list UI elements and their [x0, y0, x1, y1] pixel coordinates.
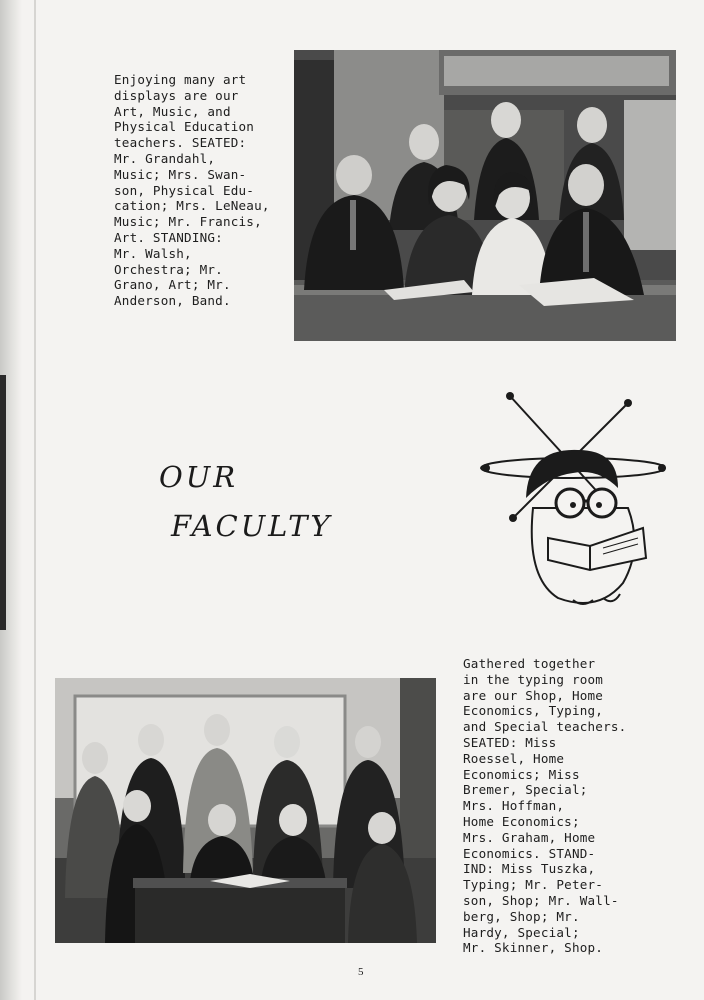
- page-number: 5: [358, 966, 364, 978]
- bottom-photo-caption: Gathered together in the typing room are our Shop, Home Economics, Typing, and Special teachers. SEATED: Miss Roessel, Home Economics; Miss Bremer, Special; Mrs. Hoffman, Home Economics; Mrs. Graham, Home Economics. STAND- IND: Miss Tuszka, Typing; Mr. Peter- son, Shop; Mr. Wall- berg, Shop; Mr. Hardy, Special; Mr. Skinner, Shop.: [463, 656, 627, 956]
- page-binding-edge: [0, 375, 6, 630]
- atom-owl-mascot-illustration: [478, 388, 668, 613]
- top-photo-caption: Enjoying many art displays are our Art, Music, and Physical Education teachers. SEATED: Mr. Grandahl, Music; Mrs. Swan- son, Physical Edu- cation; Mrs. LeNeau, Music; Mr. Francis, Art. STANDING: Mr. Walsh, Orchestra; Mr. Grano, Art; Mr. Anderson, Band.: [114, 72, 270, 309]
- art-music-pe-faculty-photo: [294, 50, 676, 341]
- shop-home-ec-typing-faculty-photo: [55, 678, 436, 943]
- heading-faculty: FACULTY: [171, 509, 333, 543]
- page-binding-line: [34, 0, 36, 1000]
- heading-our: OUR: [159, 460, 239, 494]
